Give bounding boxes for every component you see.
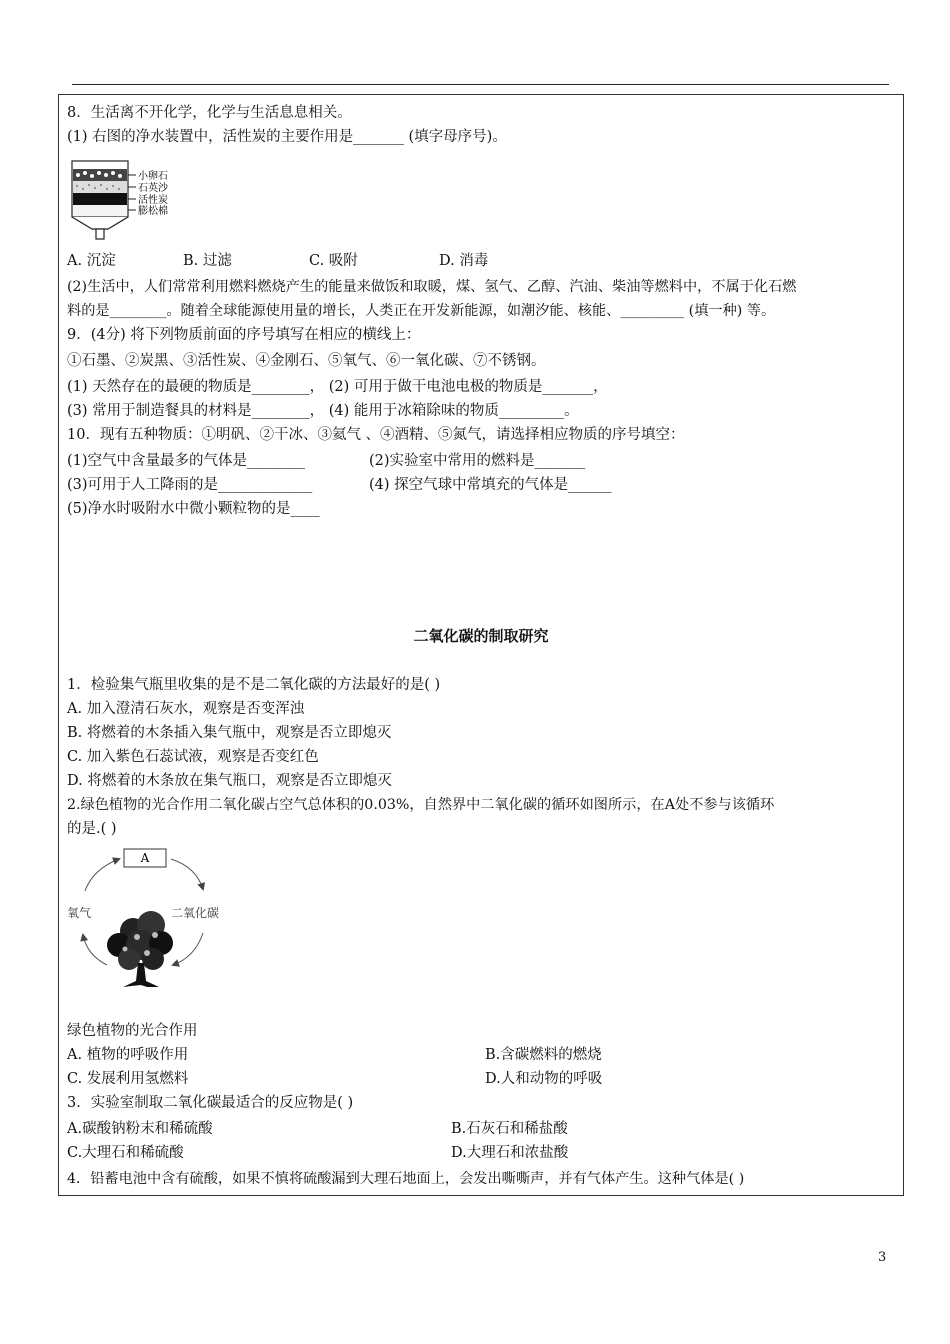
- co2-q2-option-d: D.人和动物的呼吸: [485, 1071, 603, 1087]
- co2-q1-option-a: A. 加入澄清石灰水，观察是否变浑浊: [67, 701, 305, 717]
- q8-part2-line2: 料的是________。随着全球能源使用量的增长，人类正在开发新能源，如潮汐能、核能、_________ (填一种) 等。: [67, 303, 776, 319]
- q8-option-c: C. 吸附: [309, 253, 358, 269]
- q9-row2: (3) 常用于制造餐具的材料是________， (4) 能用于冰箱除味的物质_________。: [67, 403, 579, 419]
- co2-q4-stem: 4．铅蓄电池中含有硫酸，如果不慎将硫酸漏到大理石地面上，会发出嘶嘶声，并有气体产生。这种气体是( ): [67, 1171, 745, 1187]
- co2-q1-option-d: D. 将燃着的木条放在集气瓶口，观察是否立即熄灭: [67, 773, 392, 789]
- content-frame: [58, 94, 904, 1196]
- q9-list: ①石墨、②炭黑、③活性炭、④金刚石、⑤氧气、⑥一氧化碳、⑦不锈钢。: [67, 353, 546, 369]
- q10-item1: (1)空气中含量最多的气体是________: [67, 453, 306, 469]
- co2-q3-option-b: B.石灰石和稀盐酸: [451, 1121, 568, 1137]
- carbon-cycle-diagram: [61, 845, 241, 1005]
- filter-label-carbon: 活性炭: [138, 195, 168, 206]
- cycle-box-label: A: [140, 851, 150, 865]
- q8-part2-line1: (2)生活中，人们常常利用燃料燃烧产生的能量来做饭和取暖，煤、氢气、乙醇、汽油、柴油等燃料中，不属于化石燃: [67, 279, 797, 295]
- q10-stem: 10．现有五种物质：①明矾、②干冰、③氦气 、④酒精、⑤氮气，请选择相应物质的序号填空：: [67, 427, 685, 443]
- co2-q3-option-a: A.碳酸钠粉末和稀硫酸: [67, 1121, 213, 1137]
- q10-item3: (3)可用于人工降雨的是_____________: [67, 477, 313, 493]
- q10-item4: (4) 探空气球中常填充的气体是______: [369, 477, 612, 493]
- co2-q3-option-c: C.大理石和稀硫酸: [67, 1145, 184, 1161]
- co2-q1-option-b: B. 将燃着的木条插入集气瓶中，观察是否立即熄灭: [67, 725, 392, 741]
- co2-q1-option-c: C. 加入紫色石蕊试液，观察是否变红色: [67, 749, 319, 765]
- co2-q2-stem-line1: 2.绿色植物的光合作用二氧化碳占空气总体积的0.03%，自然界中二氧化碳的循环如图所示，在A处不参与该循环: [67, 797, 775, 813]
- co2-q1-stem: 1．检验集气瓶里收集的是不是二氧化碳的方法最好的是( ): [67, 677, 441, 693]
- tree-icon: [107, 911, 173, 987]
- cycle-label-oxygen: 氧气: [67, 906, 92, 920]
- section-title: 二氧化碳的制取研究: [413, 627, 549, 645]
- co2-q2-option-a: A. 植物的呼吸作用: [67, 1047, 189, 1063]
- co2-q3-option-d: D.大理石和浓盐酸: [451, 1145, 569, 1161]
- q9-stem: 9．(4分) 将下列物质前面的序号填写在相应的横线上：: [67, 327, 421, 343]
- filter-label-cotton: 膨松棉: [138, 206, 168, 217]
- water-filter-diagram: [67, 159, 197, 241]
- q8-option-d: D. 消毒: [439, 253, 489, 269]
- filter-label-pebbles: 小卵石: [138, 171, 168, 182]
- co2-q3-stem: 3．实验室制取二氧化碳最适合的反应物是( ): [67, 1095, 354, 1111]
- page-number: 3: [878, 1250, 887, 1265]
- q9-row1: (1) 天然存在的最硬的物质是________， (2) 可用于做干电池电极的物质是_______，: [67, 379, 608, 395]
- cycle-label-co2: 二氧化碳: [171, 906, 220, 920]
- co2-q2-option-b: B.含碳燃料的燃烧: [485, 1047, 602, 1063]
- q10-item5: (5)净水时吸附水中微小颗粒物的是____: [67, 501, 320, 517]
- filter-label-sand: 石英沙: [138, 183, 168, 194]
- q8-stem: 8．生活离不开化学，化学与生活息息相关。: [67, 105, 352, 121]
- co2-q2-stem-line2: 的是.( ): [67, 821, 117, 837]
- co2-q2-option-c: C. 发展利用氢燃料: [67, 1071, 189, 1087]
- header-rule: [72, 84, 889, 85]
- co2-q2-caption: 绿色植物的光合作用: [67, 1023, 198, 1039]
- q8-option-a: A. 沉淀: [67, 253, 116, 269]
- q8-part1: (1) 右图的净水装置中，活性炭的主要作用是_______ (填字母序号)。: [67, 129, 507, 145]
- q8-option-b: B. 过滤: [183, 253, 232, 269]
- q10-item2: (2)实验室中常用的燃料是_______: [369, 453, 586, 469]
